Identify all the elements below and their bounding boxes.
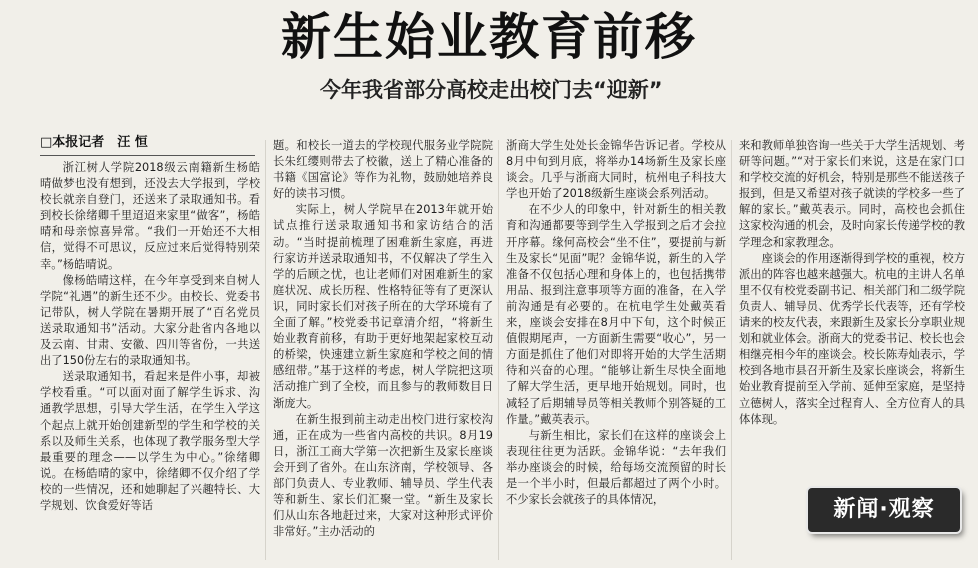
subheadline: 今年我省部分高校走出校门去“迎新” <box>320 78 663 102</box>
column-divider <box>498 140 499 560</box>
column-divider <box>265 140 266 560</box>
headline: 新生始业教育前移 <box>281 8 697 66</box>
paragraph: 像杨皓晴这样，在今年享受到来自树人学院“礼遇”的新生还不少。由校长、党委书记带队，树人学院在暑期开展了“百名党员送录取通知书”活动。大家分赴省内各地以及云南、甘肃、安徽、四川等省份，一共送出了150份左右的录取通知书。 <box>40 273 260 368</box>
news-observation-badge: 新闻·观察 <box>808 488 960 532</box>
paragraph: 浙商大学生处处长金锦华告诉记者。学校从8月中旬到月底，将举办14场新生及家长座谈会。几乎与浙商大同时，杭州电子科技大学也开始了2018级新生座谈会系列活动。 <box>506 139 726 201</box>
paragraph: 在不少人的印象中，针对新生的相关教育和沟通都要等到学生入学报到之后才会拉开序幕。缘何高校会“坐不住”，要提前与新生及家长“见面”呢？金锦华说，新生的入学准备不仅包括心理和身体上的，也包括携带用品、报到注意事项等方面的准备，在入学前沟通是有必要的。在杭电学生处戴英看来，座谈会安排在8月中下旬，这个时候正值假期尾声，一方面新生需要“收心”，另一方面是抓住了他们对即将开始的大学生活期待和兴奋的心理。“能够让新生尽快全面地了解大学生活，更早地开始规划。同时，也减轻了后期辅导员等相关教师个别答疑的工作量。”戴英表示。 <box>506 203 726 426</box>
paragraph: 实际上，树人学院早在2013年就开始试点推行送录取通知书和家访结合的活动。“当时提前梳理了困难新生家庭，再进行家访并送录取通知书，不仅解决了学生入学的后顾之忧，也让老师们对困难新生的家庭状况、成长历程、性格特征等有了更深认识，同时家长们对孩子所在的大学环境有了全面了解。”校党委书记章清介绍，“将新生始业教育前移，有助于更好地架起家校互动的桥梁，快速建立新生家庭和学校之间的情感纽带。”基于这样的考虑，树人学院把这项活动推广到了全校，而且参与的教师数目日渐庞大。 <box>273 203 493 410</box>
byline: □本报记者 汪 恒 <box>40 134 255 156</box>
article-column-2 <box>273 138 493 563</box>
paragraph: 浙江树人学院2018级云南籍新生杨皓晴做梦也没有想到，还没去大学报到，学校校长就亲自登门，还送来了录取通知书。看到校长徐绪卿千里迢迢来家里“做客”，杨皓晴和母亲惊喜异常。“我们一开始还不大相信，觉得不可思议，反应过来后觉得特别荣幸。”杨皓晴说。 <box>40 161 260 271</box>
paragraph: 送录取通知书，看起来是件小事，却被学校看重。“可以面对面了解学生诉求、沟通教学思想，引导大学生活，在学生入学这个起点上就开始创建新型的学生和学校的关系以及师生关系，也体现了教学服务型大学最重要的理念——以学生为中心。”徐绪卿说。在杨皓晴的家中，徐绪卿不仅介绍了学校的一些情况，还和她聊起了兴趣特长、大学规划、饮食爱好等话 <box>40 370 260 512</box>
paragraph: 题。和校长一道去的学校现代服务业学院院长朱红缨则带去了校徽，送上了精心准备的书籍《国富论》等作为礼物，鼓励她培养良好的读书习惯。 <box>273 139 493 201</box>
column-divider <box>731 140 732 560</box>
article-column-1 <box>40 160 260 565</box>
paragraph: 在新生报到前主动走出校门进行家校沟通，正在成为一些省内高校的共识。8月19日，浙江工商大学第一次把新生及家长座谈会开到了省外。在山东济南，学校领导、各部门负责人、专业教师、辅导员、学生代表等和新生、家长们汇聚一堂。“新生及家长们从山东各地赶过来，大家对这种形式评价非常好。”主办活动的 <box>273 412 493 539</box>
paragraph: 座谈会的作用逐渐得到学校的重视，校方派出的阵容也越来越强大。杭电的主讲人名单里不仅有校党委副书记、相关部门和二级学院负责人、辅导员、优秀学长代表等，还有学校请来的校友代表，来跟新生及家长分享职业规划和就业体会。浙商大的党委书记、校长也会相继亮相今年的座谈会。校长陈寿灿表示，学校到各地市县召开新生及家长座谈会，将新生始业教育提前至入学前、延伸至家庭，是坚持立德树人，落实全过程育人、全方位育人的具体体现。 <box>739 251 965 426</box>
paragraph: 与新生相比，家长们在这样的座谈会上表现往往更为活跃。金锦华说：“去年我们举办座谈会的时候，给每场交流预留的时长是一个半小时，但最后都超过了两个小时。不少家长会就孩子的具体情况， <box>506 428 726 507</box>
paragraph: 来和教师单独咨询一些关于大学生活规划、考研等问题。”“对于家长们来说，这是在家门口和学校交流的好机会，特别是那些不能送孩子报到，但是又希望对孩子就读的学校多一些了解的家长。”戴英表示。同时，高校也会抓住这家校沟通的机会，及时向家长传递学校的教学理念和家教理念。 <box>739 139 965 249</box>
article-column-3 <box>506 138 726 563</box>
